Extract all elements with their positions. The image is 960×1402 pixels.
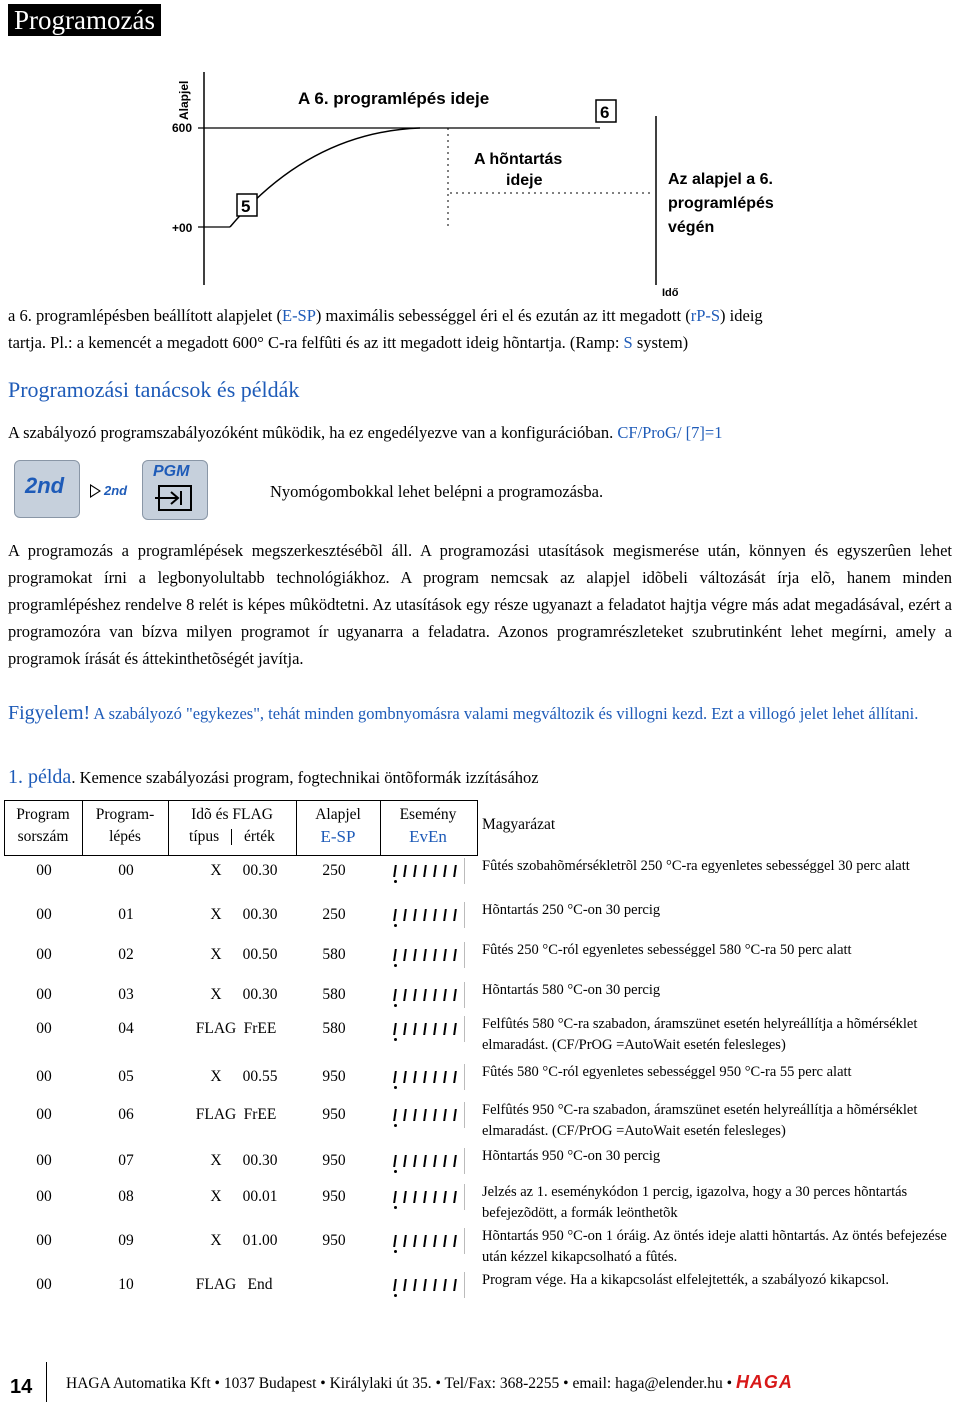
intro-line1-e: ) ideig: [720, 306, 763, 325]
header-event-1: Esemény: [399, 806, 457, 823]
second-key-label: 2nd: [25, 473, 65, 498]
header-program-no: [4, 804, 82, 848]
event-segment: [403, 1071, 407, 1083]
footer-logo: HAGA: [735, 1372, 793, 1392]
event-segment: [413, 1023, 417, 1035]
event-segment: [393, 1109, 397, 1121]
table-row: [4, 940, 952, 980]
event-display: [388, 1148, 465, 1174]
cell-value: 00.50: [242, 946, 278, 963]
footer-company: HAGA Automatika Kft: [66, 1375, 211, 1392]
header-setpoint-1: Alapjel: [315, 806, 361, 823]
event-display: [388, 1016, 465, 1042]
event-segment: [423, 1023, 427, 1035]
cell-step: 08: [118, 1188, 134, 1205]
event-dot: [394, 1206, 397, 1209]
event-dot: [394, 1250, 397, 1253]
event-segment: [433, 909, 437, 921]
cell-step: 06: [118, 1106, 134, 1123]
header-description: Magyarázat: [482, 816, 556, 833]
table-row: [4, 1182, 952, 1226]
second-key-button[interactable]: [14, 460, 80, 518]
cell-program-no: 00: [36, 1106, 52, 1123]
cell-value: 00.55: [242, 1068, 278, 1085]
intro-line1-c: ) maximális sebességgel éri el és ezután az itt megadott (: [315, 306, 691, 325]
event-segment: [413, 1279, 417, 1291]
event-segment: [443, 1235, 447, 1247]
event-segment: [453, 1071, 457, 1083]
event-segment: [423, 865, 427, 877]
header-program-no-1: Program: [16, 806, 70, 823]
event-segment: [413, 949, 417, 961]
cell-program-no: 00: [36, 1068, 52, 1085]
event-dot: [394, 880, 397, 883]
event-segment: [393, 1071, 397, 1083]
cell-program-no: 00: [36, 906, 52, 923]
cell-description: Fûtés szobahõmérsékletrõl 250 °C-ra egyenletes sebességgel 30 perc alatt: [482, 858, 910, 874]
graph-y-tick-600: 600: [172, 121, 193, 135]
event-segment: [413, 865, 417, 877]
header-setpoint-2: E-SP: [320, 827, 356, 846]
cell-step: 01: [118, 906, 134, 923]
cell-step: 07: [118, 1152, 134, 1169]
event-segment: [433, 1071, 437, 1083]
cell-type: X: [210, 1152, 222, 1169]
cell-description: Fûtés 250 °C-ról egyenletes sebességgel 580 °C-ra 50 perc alatt: [482, 942, 852, 958]
event-segment: [433, 1279, 437, 1291]
event-segment: [433, 1023, 437, 1035]
event-segment: [393, 989, 397, 1001]
cell-type: X: [210, 906, 222, 923]
event-display: [388, 1228, 465, 1254]
cell-value: 00.01: [242, 1188, 278, 1205]
cell-setpoint: 950: [322, 1188, 346, 1205]
program-step-graph: [160, 60, 774, 300]
event-segment: [433, 1191, 437, 1203]
cell-program-no: 00: [36, 946, 52, 963]
footer-line: [66, 1371, 793, 1395]
intro-line2: [8, 329, 952, 356]
cell-description: Felfûtés 950 °C-ra szabadon, áramszünet esetén helyreállítja a hõmérséklet elmaradást. (CF/PrOG =AutoWait esetén felesleges): [482, 1102, 918, 1139]
table-row: [4, 1226, 952, 1270]
event-segment: [413, 1155, 417, 1167]
event-dot: [394, 1124, 397, 1127]
event-segment: [423, 989, 427, 1001]
event-dot: [394, 1038, 397, 1041]
footer-bullet-3: •: [435, 1375, 441, 1392]
event-dot: [394, 1086, 397, 1089]
event-display: [388, 902, 465, 928]
cell-description: Fûtés 580 °C-ról egyenletes sebességgel 950 °C-ra 55 perc alatt: [482, 1064, 852, 1080]
event-segment: [443, 1023, 447, 1035]
event-segment: [423, 949, 427, 961]
cell-value: 01.00: [242, 1232, 278, 1249]
intro-ramp-s: S: [623, 333, 633, 352]
event-segment: [423, 1109, 427, 1121]
header-value: érték: [243, 828, 275, 845]
cell-program-no: 00: [36, 1152, 52, 1169]
footer-street: Királylaki út 35.: [329, 1375, 432, 1392]
event-segment: [403, 949, 407, 961]
hold-time-label-2: ideje: [506, 172, 543, 189]
cell-program-no: 00: [36, 1276, 52, 1293]
table-row: [4, 1270, 952, 1314]
event-segment: [443, 1191, 447, 1203]
graph-svg: [160, 60, 774, 300]
footer-bullet-4: •: [563, 1375, 569, 1392]
event-display: [388, 858, 465, 884]
intro-paragraph: [8, 302, 952, 329]
header-step-1: Program-: [95, 806, 155, 823]
main-paragraph: A programozás a programlépések megszerkesztésébõl áll. A programozási utasítások megismerése után, könnyen és egyszerûen lehet programokat írni a legbonyolultabb technológiákhoz. A program nemcsak az alapjel idõbeli változását írja elõ, hanem minden programlépéshez rendelve 8 relét is képes mûködtetni. Az utasítások egy része ugyanazt a feladatot hajtja végre más adat megadásával, ezért a programozóra van bízva milyen programot ír ugyanarra a feladatra. Azonos programrészleteket szubrutinként lehet megírni, amely a programok írását és áttekinthetõségét javítja.: [8, 541, 952, 668]
event-display: [388, 982, 465, 1008]
cell-description: Jelzés az 1. eseménykódon 1 percig, igazolva, hogy a 30 perces hõntartás befejezõdött, a formák leönthetõk: [482, 1184, 908, 1221]
cell-type: X: [210, 862, 222, 879]
step-5-label: 5: [241, 197, 251, 216]
footer-address: 1037 Budapest: [223, 1375, 317, 1392]
event-segment: [453, 1155, 457, 1167]
event-segment: [453, 1235, 457, 1247]
header-time-flag-1: Idõ és FLAG: [191, 806, 273, 823]
event-segment: [423, 1279, 427, 1291]
event-segment: [433, 1235, 437, 1247]
intro-line1-a: a 6. programlépésben beállított alapjelet (: [8, 306, 282, 325]
header-type: típus: [189, 828, 220, 845]
page-number: 14: [10, 1376, 33, 1398]
cell-value: 00.30: [242, 986, 278, 1003]
event-segment: [423, 1235, 427, 1247]
table-row: [4, 1062, 952, 1100]
footer-phone: Tel/Fax: 368-2255: [444, 1375, 560, 1392]
event-dot: [394, 1004, 397, 1007]
event-segment: [413, 1071, 417, 1083]
event-display: [388, 1102, 465, 1128]
event-segment: [443, 1155, 447, 1167]
cell-type: FLAG: [195, 1276, 237, 1293]
warning-text: A szabályozó "egykezes", tehát minden gombnyomásra valami megváltozik és villogni kezd. Ezt a villogó jelet lehet állítani.: [90, 704, 919, 723]
footer-bullet-2: •: [320, 1375, 326, 1392]
cell-description: Hõntartás 950 °C-on 1 óráig. Az öntés ideje alatti hõntartás. Az öntés befejezése után kézzel kikapcsolható a fûtés.: [482, 1228, 947, 1265]
event-segment: [443, 909, 447, 921]
event-segment: [433, 1109, 437, 1121]
event-segment: [453, 949, 457, 961]
event-segment: [403, 1155, 407, 1167]
event-segment: [403, 1191, 407, 1203]
warning: [8, 699, 952, 728]
intro-esp: E-SP: [281, 306, 316, 325]
pgm-button[interactable]: [142, 460, 208, 520]
cell-step: 09: [118, 1232, 134, 1249]
footer-divider: [46, 1362, 47, 1402]
event-segment: [423, 1071, 427, 1083]
cell-setpoint: 950: [322, 1106, 346, 1123]
cell-step: 03: [118, 986, 134, 1003]
event-segment: [453, 1023, 457, 1035]
footer-email: email: haga@elender.hu: [572, 1375, 723, 1392]
cell-step: 00: [118, 862, 134, 879]
table-row: [4, 1014, 952, 1062]
event-segment: [393, 865, 397, 877]
event-segment: [453, 1109, 457, 1121]
cell-program-no: 00: [36, 1188, 52, 1205]
event-segment: [443, 865, 447, 877]
header-step-2: lépés: [109, 828, 141, 845]
event-segment: [453, 1191, 457, 1203]
cell-program-no: 00: [36, 1020, 52, 1037]
event-segment: [433, 1155, 437, 1167]
cell-value: FrEE: [243, 1106, 277, 1123]
cell-setpoint: 950: [322, 1068, 346, 1085]
cell-type: FLAG: [195, 1106, 237, 1123]
cell-description: Program vége. Ha a kikapcsolást elfelejtették, a szabályozó kikapcsol.: [482, 1272, 890, 1288]
footer-bullet-5: •: [726, 1375, 733, 1392]
event-segment: [413, 1191, 417, 1203]
event-segment: [433, 989, 437, 1001]
event-segment: [403, 1235, 407, 1247]
cell-type: X: [210, 1232, 222, 1249]
cell-description: Hõntartás 950 °C-on 30 percig: [482, 1148, 661, 1164]
step-6-label: 6: [600, 103, 610, 122]
event-segment: [443, 1071, 447, 1083]
event-segment: [443, 1109, 447, 1121]
event-segment: [443, 949, 447, 961]
cell-type: X: [210, 986, 222, 1003]
event-segment: [393, 949, 397, 961]
event-segment: [403, 1023, 407, 1035]
end-label-1: Az alapjel a 6.: [668, 171, 773, 188]
intro-line2-c: system): [632, 333, 689, 352]
cell-value: 00.30: [242, 862, 278, 879]
event-display: [388, 942, 465, 968]
table-row: [4, 1146, 952, 1182]
event-segment: [393, 1155, 397, 1167]
event-segment: [423, 1155, 427, 1167]
event-segment: [433, 949, 437, 961]
page-title: Programozás: [8, 4, 161, 36]
event-segment: [413, 1235, 417, 1247]
cell-type: X: [210, 1188, 222, 1205]
event-segment: [393, 1235, 397, 1247]
table-header: [4, 800, 952, 856]
event-segment: [423, 909, 427, 921]
event-segment: [393, 1279, 397, 1291]
graph-curve: [230, 128, 420, 227]
event-dot: [394, 1170, 397, 1173]
cell-program-no: 00: [36, 862, 52, 879]
event-segment: [453, 865, 457, 877]
event-segment: [443, 1279, 447, 1291]
config-code: CF/ProG/ [7]=1: [617, 423, 723, 442]
event-segment: [403, 909, 407, 921]
cell-step: 05: [118, 1068, 134, 1085]
cell-setpoint: 950: [322, 1152, 346, 1169]
cell-value: 00.30: [242, 1152, 278, 1169]
event-segment: [413, 909, 417, 921]
event-segment: [443, 989, 447, 1001]
event-display: [388, 1184, 465, 1210]
footer-bullet-1: •: [214, 1375, 220, 1392]
event-segment: [453, 1279, 457, 1291]
cell-setpoint: 580: [322, 946, 346, 963]
cell-setpoint: 580: [322, 986, 346, 1003]
graph-y-axis-label: Alapjel: [177, 80, 191, 120]
cell-description: Felfûtés 580 °C-ra szabadon, áramszünet esetén helyreállítja a hõmérséklet elmaradást. (CF/PrOG =AutoWait esetén felesleges): [482, 1016, 918, 1053]
cell-setpoint: 250: [322, 862, 346, 879]
event-segment: [423, 1191, 427, 1203]
event-display: [388, 1272, 465, 1298]
section-title: Programozási tanácsok és példák: [8, 377, 300, 402]
arrow-icon-inner: [91, 486, 99, 496]
event-segment: [453, 909, 457, 921]
event-dot: [394, 924, 397, 927]
cell-program-no: 00: [36, 1232, 52, 1249]
cell-description: Hõntartás 580 °C-on 30 percig: [482, 982, 661, 998]
event-display: [388, 1064, 465, 1090]
graph-x-axis-label: Idő: [662, 287, 679, 299]
cell-type: X: [210, 946, 222, 963]
header-type-separator: [231, 829, 232, 845]
event-segment: [403, 1109, 407, 1121]
buttons-caption: Nyomógombokkal lehet belépni a programozásba.: [270, 482, 604, 501]
cell-description: Hõntartás 250 °C-on 30 percig: [482, 902, 661, 918]
intro-rps: rP-S: [690, 306, 721, 325]
example-dot: .: [71, 768, 76, 787]
example-number: 1. példa: [8, 766, 72, 788]
cell-value: FrEE: [243, 1020, 277, 1037]
event-segment: [403, 865, 407, 877]
header-time-flag: [168, 804, 296, 848]
end-label-2: programlépés: [668, 195, 774, 212]
cell-program-no: 00: [36, 986, 52, 1003]
graph-y-tick-00: +00: [172, 221, 193, 235]
table-row: [4, 980, 952, 1014]
table-row: [4, 900, 952, 940]
header-step: [82, 804, 168, 848]
event-segment: [403, 1279, 407, 1291]
event-dot: [394, 964, 397, 967]
cell-step: 10: [118, 1276, 134, 1293]
hold-time-label-1: A hõntartás: [474, 151, 563, 168]
event-dot: [394, 1294, 397, 1297]
warning-title: Figyelem!: [8, 702, 91, 724]
end-label-3: végén: [668, 219, 715, 236]
graph-title: A 6. programlépés ideje: [298, 89, 490, 108]
table-row: [4, 1100, 952, 1146]
event-segment: [413, 1109, 417, 1121]
header-event-2: EvEn: [409, 827, 447, 846]
table-row: [4, 856, 952, 900]
cell-setpoint: 580: [322, 1020, 346, 1037]
cell-type: FLAG: [195, 1020, 237, 1037]
event-segment: [393, 1023, 397, 1035]
event-segment: [403, 989, 407, 1001]
header-event: [380, 804, 476, 849]
event-segment: [413, 989, 417, 1001]
config-text: A szabályozó programszabályozóként mûködik, ha ez engedélyezve van a konfigurációban.: [8, 423, 618, 442]
cell-value: End: [247, 1276, 273, 1293]
cell-value: 00.30: [242, 906, 278, 923]
example-heading: [8, 763, 539, 792]
event-segment: [393, 1191, 397, 1203]
enter-icon: [153, 483, 197, 513]
cell-setpoint: 950: [322, 1232, 346, 1249]
event-segment: [393, 909, 397, 921]
header-program-no-2: sorszám: [17, 828, 69, 845]
pgm-label: PGM: [153, 463, 190, 480]
cell-setpoint: 250: [322, 906, 346, 923]
header-setpoint: [296, 804, 380, 849]
example-text: Kemence szabályozási program, fogtechnikai öntõformák izzításához: [75, 768, 539, 787]
second-key-small-label: 2nd: [104, 483, 128, 498]
intro-line2-a: tartja. Pl.: a kemencét a megadott 600° C-ra felfûti és az itt megadott ideig hõntartja. (Ramp:: [8, 333, 624, 352]
event-segment: [453, 989, 457, 1001]
cell-step: 04: [118, 1020, 134, 1037]
event-segment: [433, 865, 437, 877]
cell-type: X: [210, 1068, 222, 1085]
cell-step: 02: [118, 946, 134, 963]
config-line: [8, 419, 952, 446]
